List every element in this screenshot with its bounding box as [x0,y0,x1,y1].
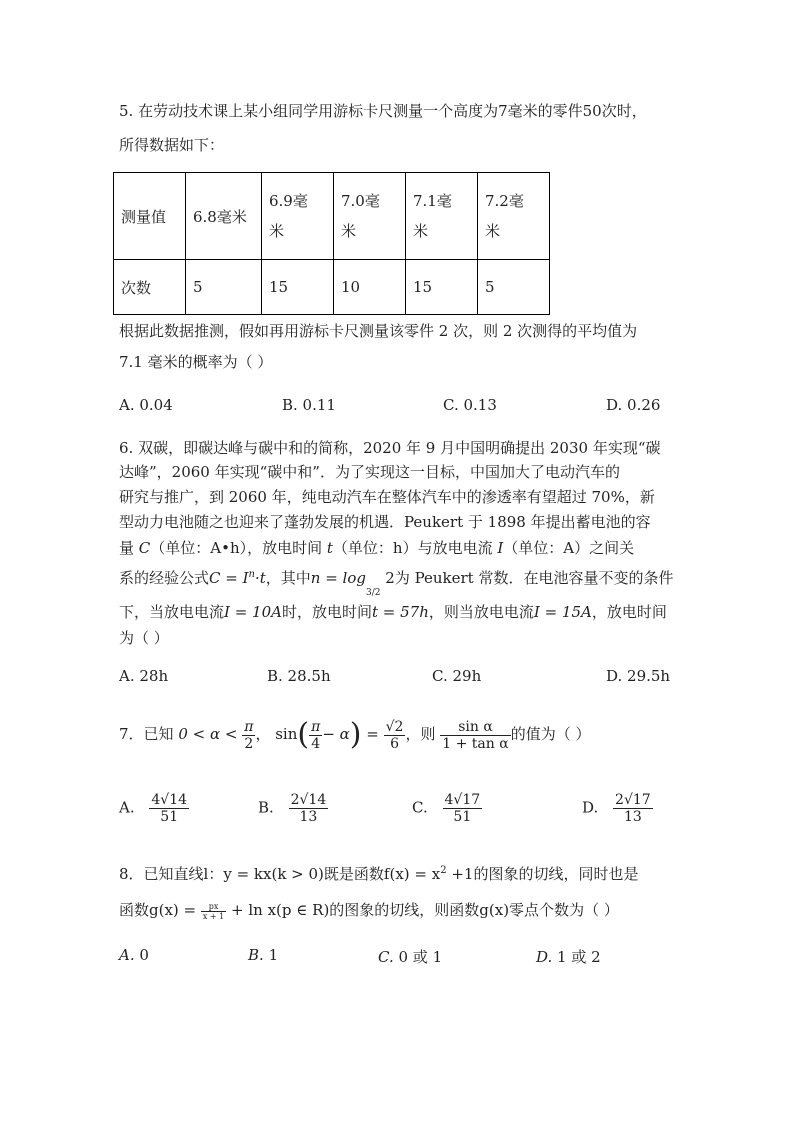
option-fraction [443,792,483,825]
table-row [114,173,550,260]
option-label: B. [258,798,274,817]
math-expr: t = 57h [371,603,429,621]
table-header-cell [334,173,406,260]
frac-num: 4√14 [151,792,188,808]
text-fragment: 量 [119,539,139,557]
q7-option-d[interactable] [582,792,653,825]
option-text: 1 或 2 [557,948,601,966]
q7-option-c[interactable] [412,792,482,825]
table-header-cell [478,173,550,260]
math-expr: n = log [310,569,366,587]
math-func: sin [275,725,298,743]
frac-den: 1 + tan α [442,735,509,752]
q7-option-b[interactable] [258,792,328,825]
table-row [114,260,550,315]
text-fragment: +1的图象的切线，同时也是 [446,865,639,883]
q5-data-table [113,172,550,315]
option-fraction [289,792,329,825]
text-fragment: 时，放电时间 [281,603,372,621]
q8-option-a[interactable] [119,946,149,964]
text-fragment: ， [255,725,271,743]
option-text: 0 [139,946,149,964]
math-eq: = [366,725,379,743]
math-exponent: n [248,569,255,580]
fraction-pi-over-4 [309,719,322,752]
header-part: 米 [341,222,357,240]
frac-num: 4√17 [444,792,481,808]
q5-option-c[interactable]: C. 0.13 [443,396,497,414]
text-fragment: ，则 [405,725,436,743]
q6-option-d[interactable]: D. 29.5h [606,667,671,685]
q6-stem-line5 [119,537,634,559]
text-fragment: ，放电时间 [591,603,667,621]
math-expr: I = 15A [533,603,592,621]
option-label: C. [412,798,428,817]
header-part: 7.1毫 [413,192,452,210]
math-var: I [497,539,504,557]
frac-den: 13 [299,809,318,825]
q6-stem-line8: 为（ ） [119,629,169,647]
q5-option-a[interactable]: A. 0.04 [119,396,173,414]
q8-option-c[interactable] [378,946,442,967]
q6-stem-line6 [119,564,673,596]
q6-option-a[interactable]: A. 28h [119,667,169,685]
frac-den: 2 [244,735,254,752]
option-label: A. [119,798,135,817]
frac-num: sin α [440,719,510,736]
frac-num: 2√17 [615,792,651,808]
math-expr: ·t [254,569,266,587]
math-expr: − α [322,725,350,743]
q5-option-d[interactable]: D. 0.26 [606,396,661,414]
text-fragment: 下，当放电电流 [119,603,225,621]
math-var: t [326,539,333,557]
math-expr: 0 < α < [178,725,238,743]
q8-option-d[interactable] [536,946,601,967]
frac-num: 2√14 [290,792,327,808]
table-row-label: 次数 [114,260,186,315]
paren-left: ( [297,717,310,752]
header-part: 7.2毫 [485,192,524,210]
fraction-pi-over-2 [242,719,255,752]
table-cell: 10 [334,260,406,315]
text-fragment: 的值为（ ） [510,725,591,743]
q6-option-b[interactable]: B. 28.5h [267,667,331,685]
fraction-sqrt2-over-6 [384,719,406,752]
text-fragment: 为 Peukert 常数．在电池容量不变的条件 [394,569,674,587]
table-header-cell [262,173,334,260]
header-part: 7.0毫 [341,192,380,210]
frac-num: π [244,718,254,735]
fraction-px-over-x1 [201,902,226,921]
text-fragment: （单位：h）与放电电流 [332,539,498,557]
q6-stem-line7 [119,601,667,623]
frac-den: 51 [453,809,472,825]
text-fragment: 函数g(x) = [119,901,201,919]
q5-stem-line3: 根据此数据推测，假如再用游标卡尺测量该零件 2 次，则 2 次测得的平均值为 [119,322,638,340]
q5-stem-line2: 所得数据如下： [119,136,225,154]
math-expr: C = I [209,569,249,587]
option-fraction [149,792,189,825]
header-part: 6.9毫 [269,192,308,210]
header-part: 米 [485,222,501,240]
option-letter: C. [378,948,394,966]
option-letter: B. [248,946,264,964]
frac-num: px [201,902,226,912]
frac-den: x + 1 [202,911,225,921]
frac-num: √2 [385,718,404,735]
option-label: D. [582,798,599,817]
q5-stem-line4: 7.1 毫米的概率为（ ） [119,353,273,371]
text-fragment: （单位：A）之间关 [503,539,635,557]
frac-den: 51 [160,809,179,825]
log-arg: 2 [385,569,395,587]
option-letter: A. [119,946,135,964]
text-fragment: 系的经验公式 [119,569,210,587]
header-part: 米 [413,222,429,240]
q8-option-b[interactable] [248,946,278,964]
text-fragment: 8．已知直线l：y = kx(k > 0)既是函数f(x) = x [119,865,441,883]
frac-num: π [311,718,321,735]
q7-option-a[interactable] [119,792,189,825]
q6-stem-line1: 6. 双碳，即碳达峰与碳中和的简称，2020 年 9 月中国明确提出 2030 年实现“碳 [119,439,661,457]
text-fragment: 7．已知 [119,725,174,743]
table-cell: 15 [406,260,478,315]
text-fragment: （单位：A•h），放电时间 [150,539,327,557]
text-fragment: ，则当放电电流 [428,603,534,621]
table-header-cell: 6.8毫米 [186,173,262,260]
text-fragment: + ln x(p ∈ R)的图象的切线，则函数g(x)零点个数为（ ） [226,901,619,919]
q6-option-c[interactable]: C. 29h [432,667,482,685]
fraction-main [440,719,510,752]
q8-stem-line1 [119,860,638,885]
math-expr: I = 10A [224,603,282,621]
table-cell: 15 [262,260,334,315]
q5-option-b[interactable]: B. 0.11 [282,396,336,414]
option-letter: D. [536,948,553,966]
q6-stem-line3: 研究与推广，到 2060 年，纯电动汽车在整体汽车中的渗透率有望超过 70%，新 [119,488,655,506]
table-cell: 5 [478,260,550,315]
q5-stem-line1: 5. 在劳动技术课上某小组同学用游标卡尺测量一个高度为7毫米的零件50次时， [119,102,647,120]
paren-right: ) [349,717,362,752]
option-fraction [613,792,653,825]
frac-den: 13 [623,809,642,825]
header-part: 米 [269,222,285,240]
table-cell: 5 [186,260,262,315]
q8-stem-line2 [119,897,619,923]
option-text: 0 或 1 [398,948,443,966]
table-header-cell [406,173,478,260]
q6-stem-line4: 型动力电池随之也迎来了蓬勃发展的机遇．Peukert 于 1898 年提出蓄电池的容 [119,513,651,531]
frac-den: 4 [311,735,321,752]
table-header-cell: 测量值 [114,173,186,260]
text-fragment: ，其中 [265,569,311,587]
option-text: 1 [268,946,279,964]
math-exponent: 2 [440,865,447,876]
q6-stem-line2: 达峰”，2060 年实现“碳中和”．为了实现这一目标，中国加大了电动汽车的 [119,463,620,481]
frac-den: 6 [390,735,400,752]
q7-stem [119,714,590,754]
log-base: 3/2 [366,588,381,598]
math-var: C [138,539,151,557]
